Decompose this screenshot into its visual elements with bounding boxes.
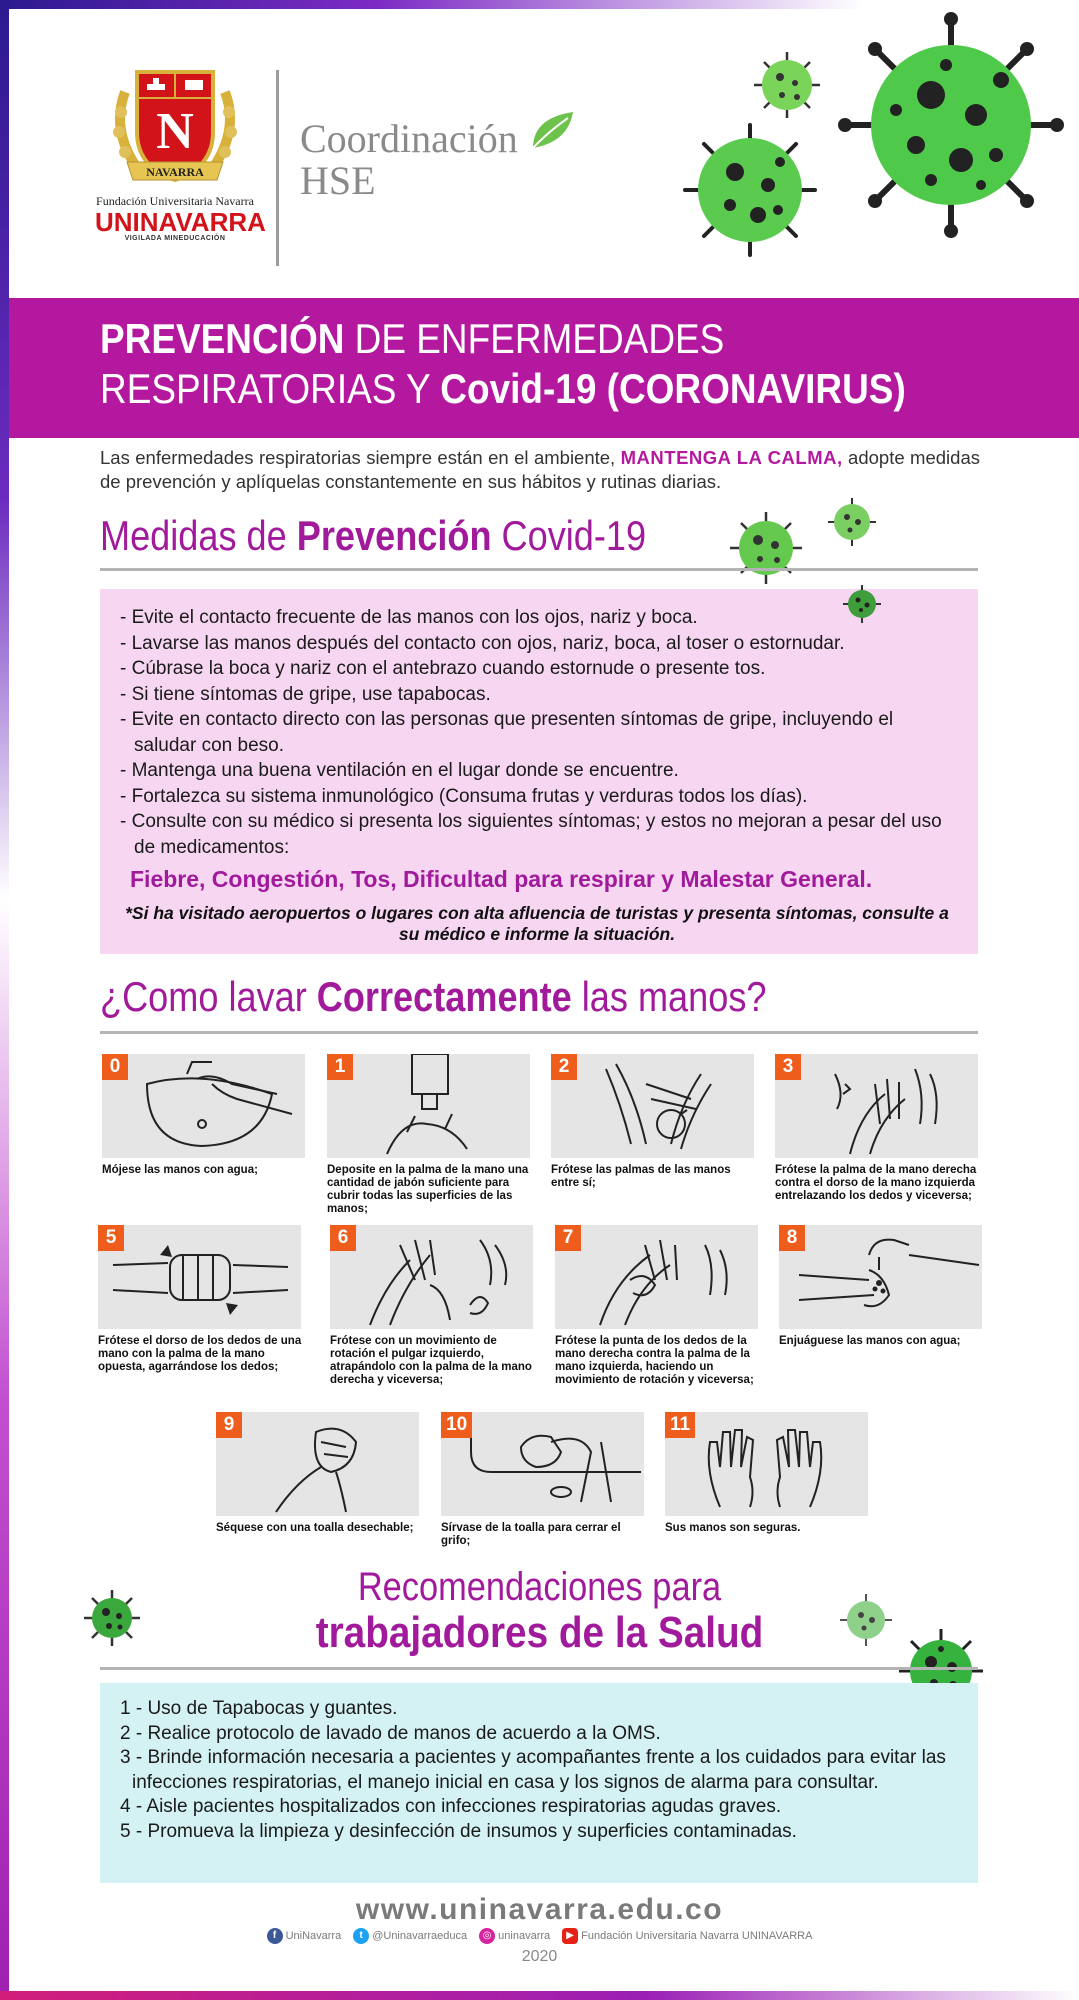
thumb-rotation-icon	[330, 1225, 533, 1329]
step-number: 3	[775, 1054, 801, 1080]
prevention-item: - Consulte con su médico si presenta los siguientes síntomas; y estos no mejoran a pesar del uso de medicamentos:	[114, 809, 960, 860]
svg-text:NAVARRA: NAVARRA	[146, 165, 204, 179]
step-illustration	[665, 1412, 868, 1516]
logo-foundation-text: Fundación Universitaria Navarra	[96, 194, 254, 208]
step-illustration	[555, 1225, 758, 1329]
prevention-item: - Fortalezca su sistema inmunológico (Consuma frutas y verduras todos los días).	[114, 784, 960, 810]
step-illustration	[216, 1412, 419, 1516]
title-band	[9, 298, 1079, 438]
prevention-item: - Evite el contacto frecuente de las manos con los ojos, nariz y boca.	[114, 605, 960, 631]
handwash-step-10	[441, 1412, 646, 1548]
step-illustration	[775, 1054, 978, 1158]
step-caption: Frótese las palmas de las manos entre sí;	[551, 1164, 731, 1189]
social-links	[0, 1928, 1079, 1944]
recommendation-item: 5 - Promueva la limpieza y desinfección de insumos y superficies contaminadas.	[120, 1820, 797, 1842]
handwash-step-1	[327, 1054, 532, 1216]
step-caption: Mójese las manos con agua;	[102, 1164, 258, 1176]
instagram-icon: ◎	[479, 1928, 495, 1944]
youtube-channel: Fundación Universitaria Navarra UNINAVARRA	[581, 1930, 813, 1942]
step-number: 5	[98, 1225, 124, 1251]
symptoms-line: Fiebre, Congestión, Tos, Dificultad para respirar y Malestar General.	[130, 866, 873, 892]
step-caption: Séquese con una toalla desechable;	[216, 1522, 414, 1534]
step-illustration	[441, 1412, 644, 1516]
recommendations-title-line2: trabajadores de la Salud	[315, 1608, 764, 1657]
recommendations-title-line1: Recomendaciones para	[357, 1565, 722, 1609]
step-caption: Sírvase de la toalla para cerrar el grifo;	[441, 1522, 621, 1547]
prevention-item: - Lavarse las manos después del contacto con ojos, nariz, boca, al toser o estornudar.	[114, 631, 960, 657]
handwash-step-11	[665, 1412, 870, 1535]
twitter-handle: @Uninavarraeduca	[372, 1930, 468, 1942]
website-link[interactable]: www.uninavarra.edu.co	[355, 1893, 724, 1926]
logo-vigilada: VIGILADA MINEDUCACIÓN	[124, 235, 226, 242]
prevention-divider	[100, 568, 978, 571]
instagram-link[interactable]	[479, 1928, 550, 1944]
handwash-step-5	[98, 1225, 303, 1374]
svg-text:N: N	[156, 103, 194, 160]
facebook-link[interactable]	[267, 1928, 342, 1944]
virus-small-icon	[826, 496, 878, 548]
intro-paragraph: Las enfermedades respiratorias siempre están en el ambiente, MANTENGA LA CALMA, adopte medidas de prevención y aplíquelas constantemente en sus hábitos y rutinas diarias.	[100, 447, 980, 492]
coord-line1: Coordinación	[300, 116, 518, 161]
step-number: 0	[102, 1054, 128, 1080]
virus-small-icon	[726, 508, 806, 588]
prevention-item: - Mantenga una buena ventilación en el lugar donde se encuentre.	[114, 758, 960, 784]
facebook-icon: f	[267, 1928, 283, 1944]
prevention-item: - Cúbrase la boca y nariz con el antebrazo cuando estornude o presente tos.	[114, 656, 960, 682]
finger-backs-icon	[98, 1225, 301, 1329]
step-number: 9	[216, 1412, 242, 1438]
step-number: 8	[779, 1225, 805, 1251]
youtube-link[interactable]	[562, 1928, 812, 1944]
prevention-item: - Evite en contacto directo con las personas que presenten síntomas de gripe, incluyendo el saludar con beso.	[114, 707, 960, 758]
footer-year: 2020	[521, 1948, 558, 1965]
recommendation-item: 1 - Uso de Tapabocas y guantes.	[120, 1698, 398, 1719]
virus-small-icon	[752, 50, 822, 120]
step-number: 7	[555, 1225, 581, 1251]
recommendations-list	[116, 1697, 958, 1844]
step-illustration	[327, 1054, 530, 1158]
left-border	[0, 0, 9, 2000]
instagram-handle: uninavarra	[498, 1930, 551, 1942]
prevention-list	[114, 605, 960, 860]
step-caption: Frótese la punta de los dedos de la mano derecha contra la palma de la mano izquierda, haciendo un movimiento de rotación y viceversa;	[555, 1335, 754, 1386]
youtube-icon: ▶	[562, 1928, 578, 1944]
step-caption: Frótese el dorso de los dedos de una mano con la palma de la mano opuesta, agarrándose los dedos;	[98, 1335, 302, 1373]
step-caption: Frótese con un movimiento de rotación el pulgar izquierdo, atrapándolo con la palma de la mano derecha y viceversa;	[330, 1335, 532, 1386]
twitter-link[interactable]	[353, 1928, 467, 1944]
recommendations-box	[100, 1683, 978, 1883]
leaf-icon	[528, 110, 578, 150]
step-number: 6	[330, 1225, 356, 1251]
step-illustration	[98, 1225, 301, 1329]
logo-name: UNINAVARRA	[95, 207, 266, 237]
soap-dispenser-icon	[327, 1054, 530, 1158]
step-caption: Enjuáguese las manos con agua;	[779, 1335, 961, 1347]
step-illustration	[779, 1225, 982, 1329]
step-illustration	[102, 1054, 305, 1158]
recommendation-item: 2 - Realice protocolo de lavado de manos de acuerdo a la OMS.	[120, 1722, 661, 1744]
step-illustration	[551, 1054, 754, 1158]
rinse-faucet-icon	[779, 1225, 982, 1329]
prevention-box	[100, 589, 978, 954]
header-divider	[276, 70, 279, 266]
step-number: 11	[665, 1412, 695, 1438]
uninavarra-logo	[95, 62, 266, 272]
handwash-step-2	[551, 1054, 756, 1190]
facebook-handle: UniNavarra	[285, 1930, 342, 1942]
virus-small-icon	[842, 584, 882, 624]
step-caption: Sus manos son seguras.	[665, 1522, 801, 1534]
step-caption: Deposite en la palma de la mano una cantidad de jabón suficiente para cubrir todas las superficies de las manos;	[327, 1164, 529, 1215]
recommendation-item: 3 - Brinde información necesaria a pacientes y acompañantes frente a los cuidados para evitar las infecciones respiratorias, el manejo inicial en casa y los signos de alarma para consultar.	[120, 1747, 946, 1793]
step-caption: Frótese la palma de la mano derecha contra el dorso de la mano izquierda entrelazando los dedos y viceversa;	[775, 1164, 977, 1202]
sink-hands-icon	[102, 1054, 305, 1158]
step-illustration	[330, 1225, 533, 1329]
step-number: 10	[441, 1412, 472, 1438]
handwash-step-3	[775, 1054, 980, 1203]
twitter-icon: t	[353, 1928, 369, 1944]
handwash-step-7	[555, 1225, 760, 1387]
handwash-title: ¿Como lavar Correctamente las manos?	[100, 973, 767, 1020]
coordinacion-hse-label	[300, 118, 518, 202]
towel-dry-icon	[216, 1412, 419, 1516]
palms-rub-icon	[551, 1054, 754, 1158]
shield-crest-icon	[105, 62, 245, 192]
handwash-step-8	[779, 1225, 984, 1348]
travel-note: *Si ha visitado aeropuertos o lugares con alta afluencia de turistas y presenta síntomas, consulte a su médico e informe la situación.	[125, 903, 949, 944]
recommendations-divider	[100, 1667, 978, 1670]
handwash-divider	[100, 1031, 978, 1034]
prevention-item: - Si tiene síntomas de gripe, use tapabocas.	[114, 682, 960, 708]
clean-hands-icon	[665, 1412, 868, 1516]
fingertips-palm-icon	[555, 1225, 758, 1329]
bottom-border	[0, 1991, 1079, 2000]
coord-line2: HSE	[300, 158, 376, 203]
handwash-step-9	[216, 1412, 421, 1535]
interlace-fingers-icon	[775, 1054, 978, 1158]
step-number: 1	[327, 1054, 353, 1080]
handwash-step-0	[102, 1054, 307, 1177]
virus-large-icon	[836, 10, 1066, 240]
title-line1: PREVENCIÓN DE ENFERMEDADES	[100, 315, 725, 362]
handwash-step-6	[330, 1225, 535, 1387]
title-line2: RESPIRATORIAS Y Covid-19 (CORONAVIRUS)	[100, 365, 906, 412]
prevention-title: Medidas de Prevención Covid-19	[100, 512, 647, 559]
virus-medium-icon	[680, 120, 820, 260]
step-number: 2	[551, 1054, 577, 1080]
recommendation-item: 4 - Aisle pacientes hospitalizados con infecciones respiratorias agudas graves.	[120, 1796, 782, 1817]
